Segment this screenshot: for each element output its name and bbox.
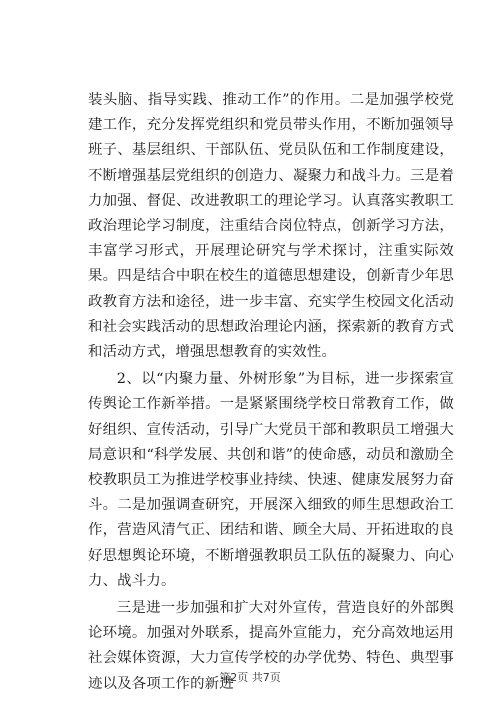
document-body [88,88,454,697]
paragraph-continuation: 装头脑、指导实践、推动工作”的作用。二是加强学校党建工作，充分发挥党组织和党员带头作用，不断加强领导班子、基层组织、干部队伍、党员队伍和工作制度建设，不断增强基层党组织的创造力、凝聚力和战斗力。三是着力加强、督促、改进教职工的理论学习。认真落实教职工政治理论学习制度，注重结合岗位特点，创新学习方法，丰富学习形式，开展理论研究与学术探讨，注重实际效果。四是结合中职在校生的道德思想建设，创新青少年思政教育方法和途径，进一步丰富、充实学生校园文化活动和社会实践活动的思想政治理论内涵，探索新的教育方式和活动方式，增强思想教育的实效性。 [88,92,454,361]
paragraph-section-3: 三是进一步加强和扩大对外宣传，营造良好的外部舆论环境。加强对外联系，提高外宣能力，充分高效地运用社会媒体资源，大力宣传学校的办学优势、特色、典型事迹以及各项工作的新进 [88,600,454,692]
page-number-footer: 第2页 共7页 [219,671,281,684]
paragraph-section-2: 2、以“内聚力量、外树形象”为目标，进一步探索宣传舆论工作新举措。一是紧紧围绕学校日常教育工作，做好组织、宣传活动，引导广大党员干部和教职员工增强大局意识和“科学发展、共创和谐”的使命感，动员和激励全校教职员工为推进学校事业持续、快速、健康发展努力奋斗。二是加强调查研究，开展深入细致的师生思想政治工作，营造风清气正、团结和谐、顾全大局、开拓进取的良好思想舆论环境，不断增强教职员工队伍的凝聚力、向心力、战斗力。 [88,371,454,589]
